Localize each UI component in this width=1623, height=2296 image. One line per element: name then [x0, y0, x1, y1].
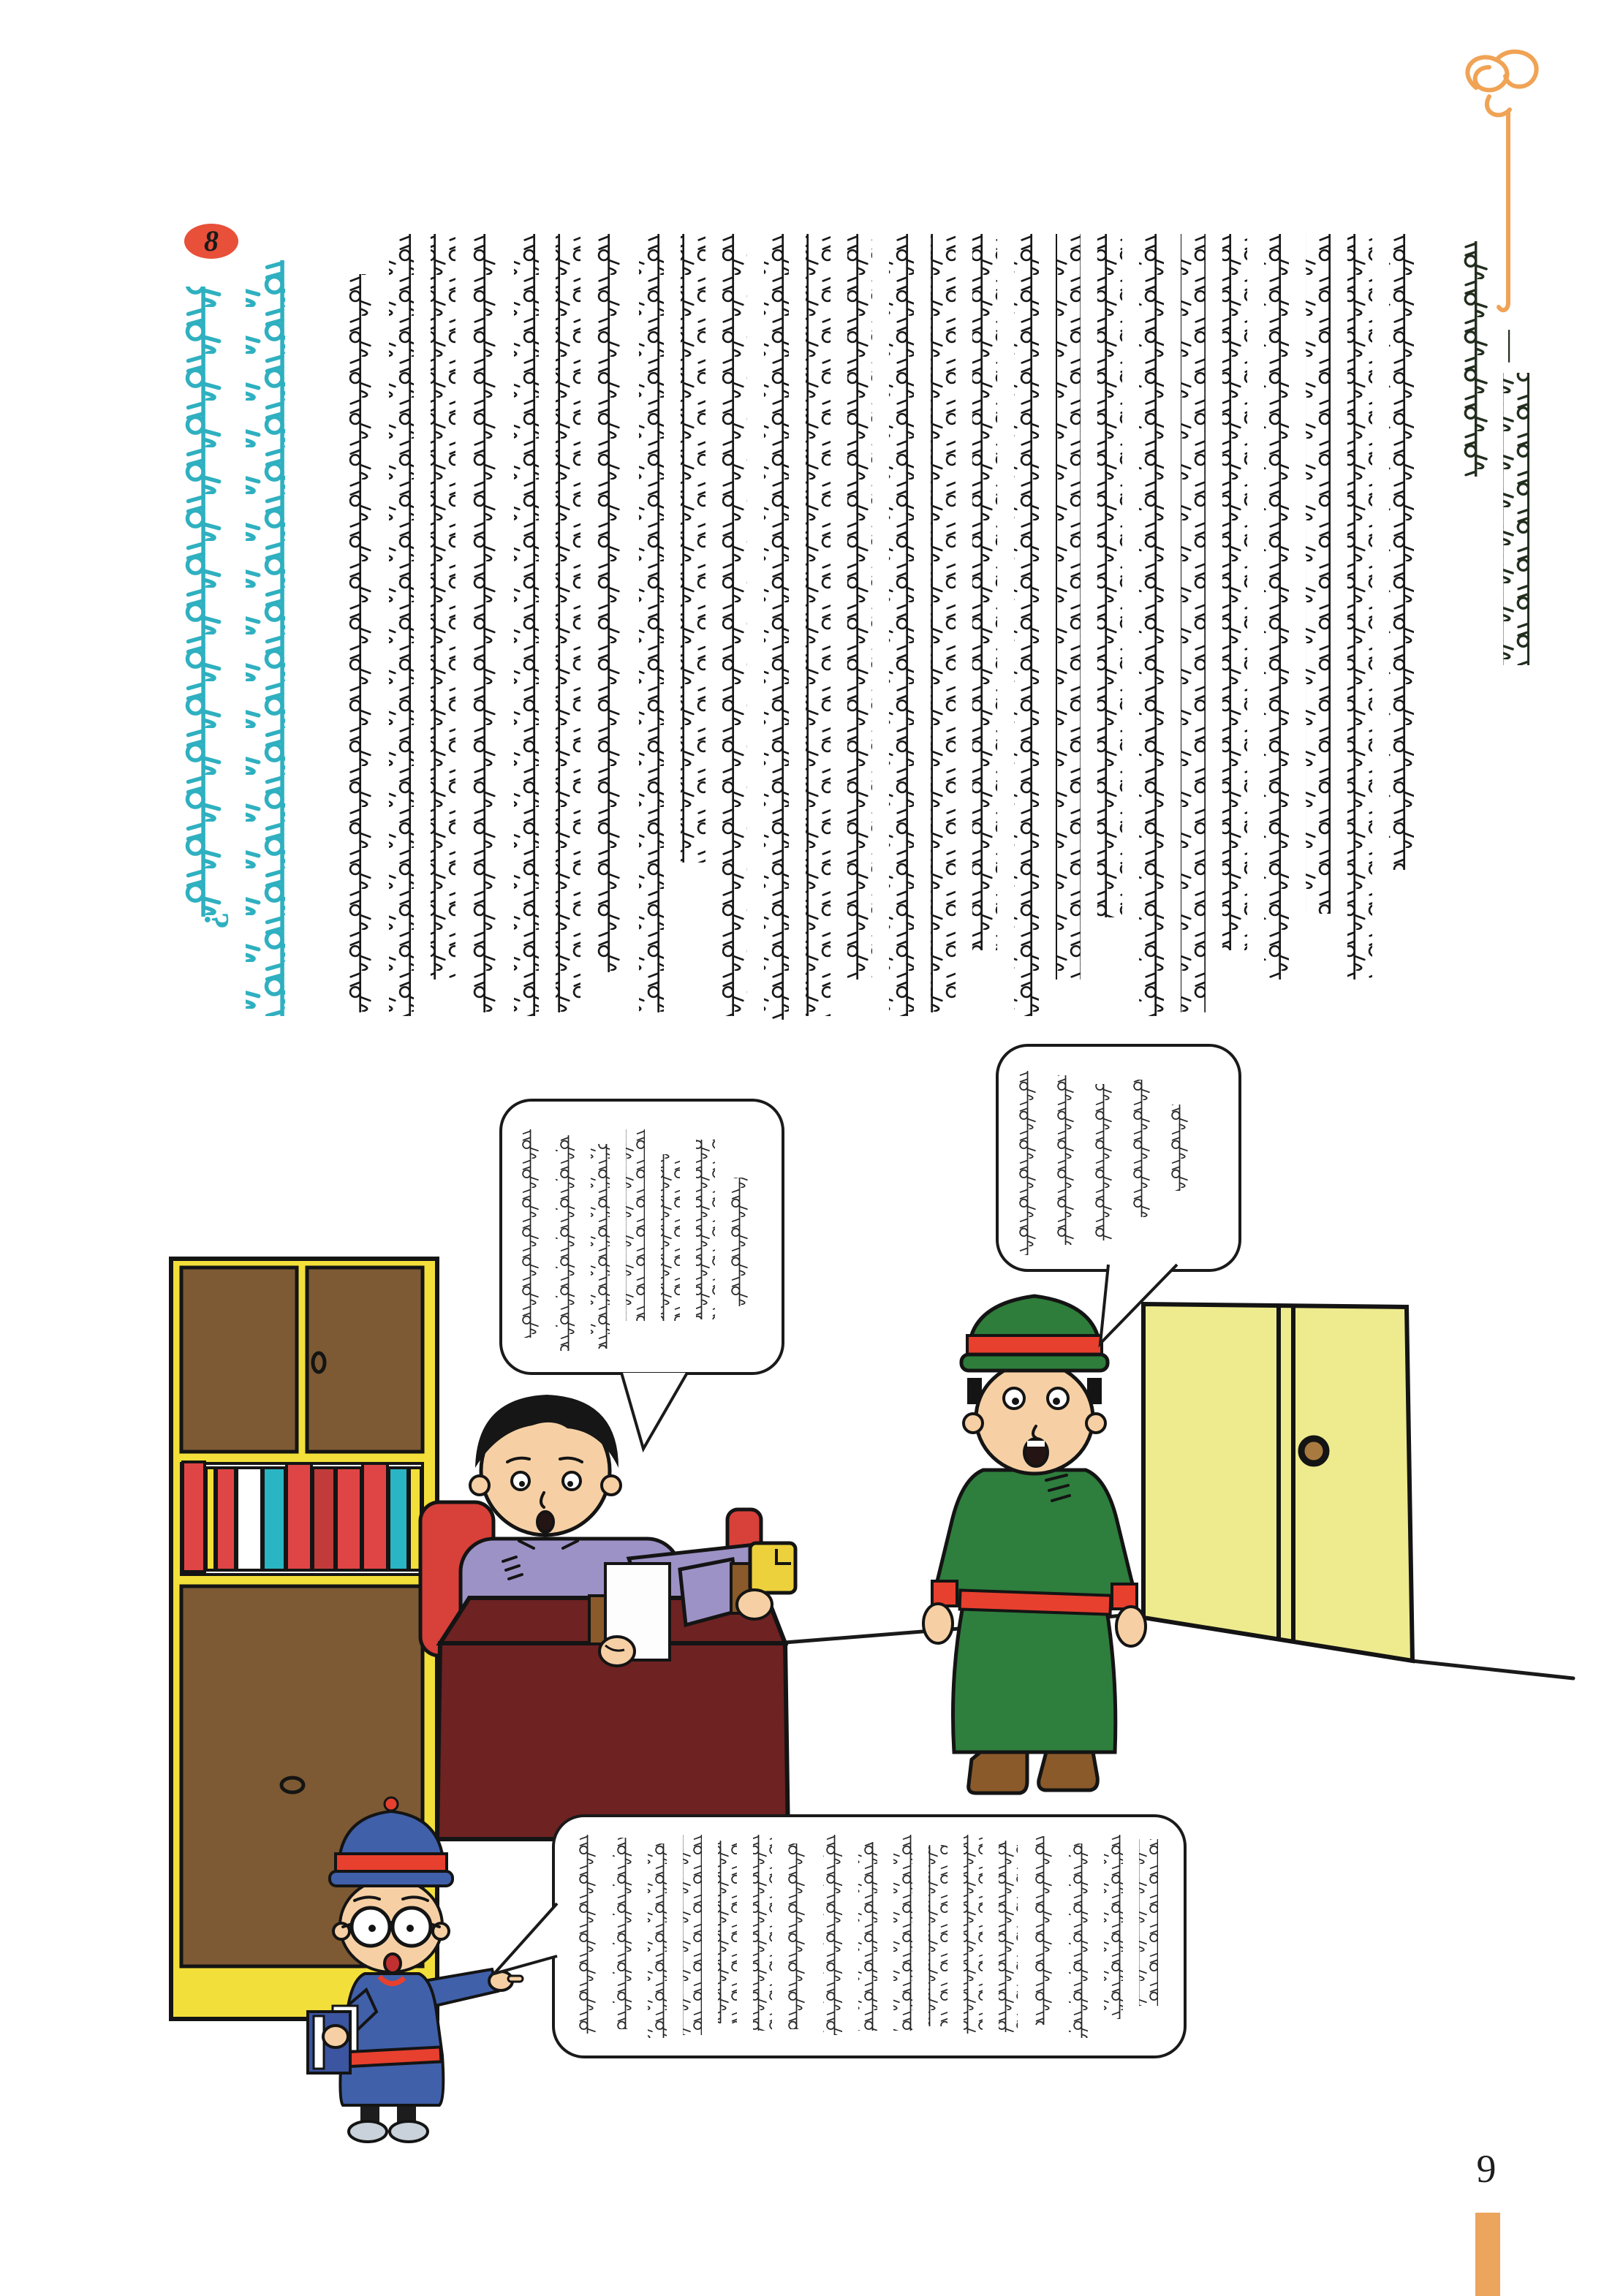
child-hat-knot — [385, 1797, 398, 1811]
script-column — [696, 1140, 715, 1319]
title-question-mark: ? — [197, 912, 236, 930]
script-column — [1056, 1075, 1075, 1245]
speech-text-child — [578, 1835, 1174, 2047]
speech-text-visitor — [1018, 1071, 1208, 1290]
script-column — [788, 1844, 807, 2029]
page-number: 9 — [1476, 2147, 1497, 2191]
script-column — [731, 1178, 750, 1306]
visitor-boot-right — [1039, 1752, 1098, 1790]
visitor-hand-left — [923, 1604, 953, 1643]
script-column — [613, 1838, 632, 2029]
speech-bubble-child-tail — [488, 1898, 561, 1979]
visitor-hand-right — [1116, 1607, 1146, 1646]
child-mouth — [385, 1954, 401, 1973]
child-hat-brim — [330, 1871, 453, 1886]
script-column — [683, 1835, 702, 2035]
script-column — [1018, 1071, 1037, 1255]
visitor-cuff-left — [932, 1581, 957, 1606]
script-column — [521, 1129, 540, 1338]
child-left-hand — [323, 2026, 348, 2047]
script-column — [753, 1835, 772, 2031]
visitor-hat-brim — [961, 1355, 1108, 1371]
tea-cup — [750, 1543, 795, 1593]
script-column — [591, 1144, 610, 1349]
official-right-hand — [737, 1590, 772, 1619]
child-shoe-left — [349, 2121, 387, 2142]
lesson-number: 8 — [204, 224, 219, 257]
script-column — [648, 1844, 667, 2038]
script-column — [1139, 1839, 1158, 2006]
door-knob — [1301, 1439, 1326, 1463]
script-column — [1094, 1084, 1113, 1240]
script-column — [928, 1845, 947, 2026]
child-belt — [346, 2047, 442, 2066]
visitor-character — [874, 1283, 1166, 1809]
speech-text-official — [521, 1129, 766, 1356]
script-column — [858, 1842, 877, 2031]
script-column — [1170, 1105, 1189, 1191]
script-column — [1069, 1844, 1088, 2038]
script-column — [626, 1129, 645, 1321]
page-edge-bar — [1475, 2213, 1500, 2296]
script-column — [964, 1835, 983, 2034]
visitor-boot-left — [969, 1752, 1027, 1793]
desk-accessories — [570, 1502, 819, 1692]
cabinet-door-left — [181, 1268, 297, 1452]
script-column — [1034, 1836, 1053, 2025]
script-column — [578, 1835, 597, 2034]
script-column — [1104, 1835, 1123, 2019]
books — [183, 1462, 421, 1572]
script-column — [893, 1835, 912, 2031]
script-column — [823, 1835, 842, 2035]
script-column — [556, 1135, 575, 1351]
child-shoe-right — [390, 2121, 428, 2142]
script-column — [718, 1841, 737, 2023]
script-column — [1132, 1080, 1151, 1217]
header-dash: — — [1494, 330, 1530, 363]
visitor-belt — [960, 1590, 1111, 1614]
script-column — [999, 1841, 1018, 2032]
speech-bubble-official-tail — [614, 1368, 695, 1456]
official-mouth — [537, 1512, 553, 1532]
script-column — [661, 1154, 680, 1321]
visitor-cuff-right — [1112, 1584, 1137, 1609]
door — [1135, 1294, 1427, 1674]
